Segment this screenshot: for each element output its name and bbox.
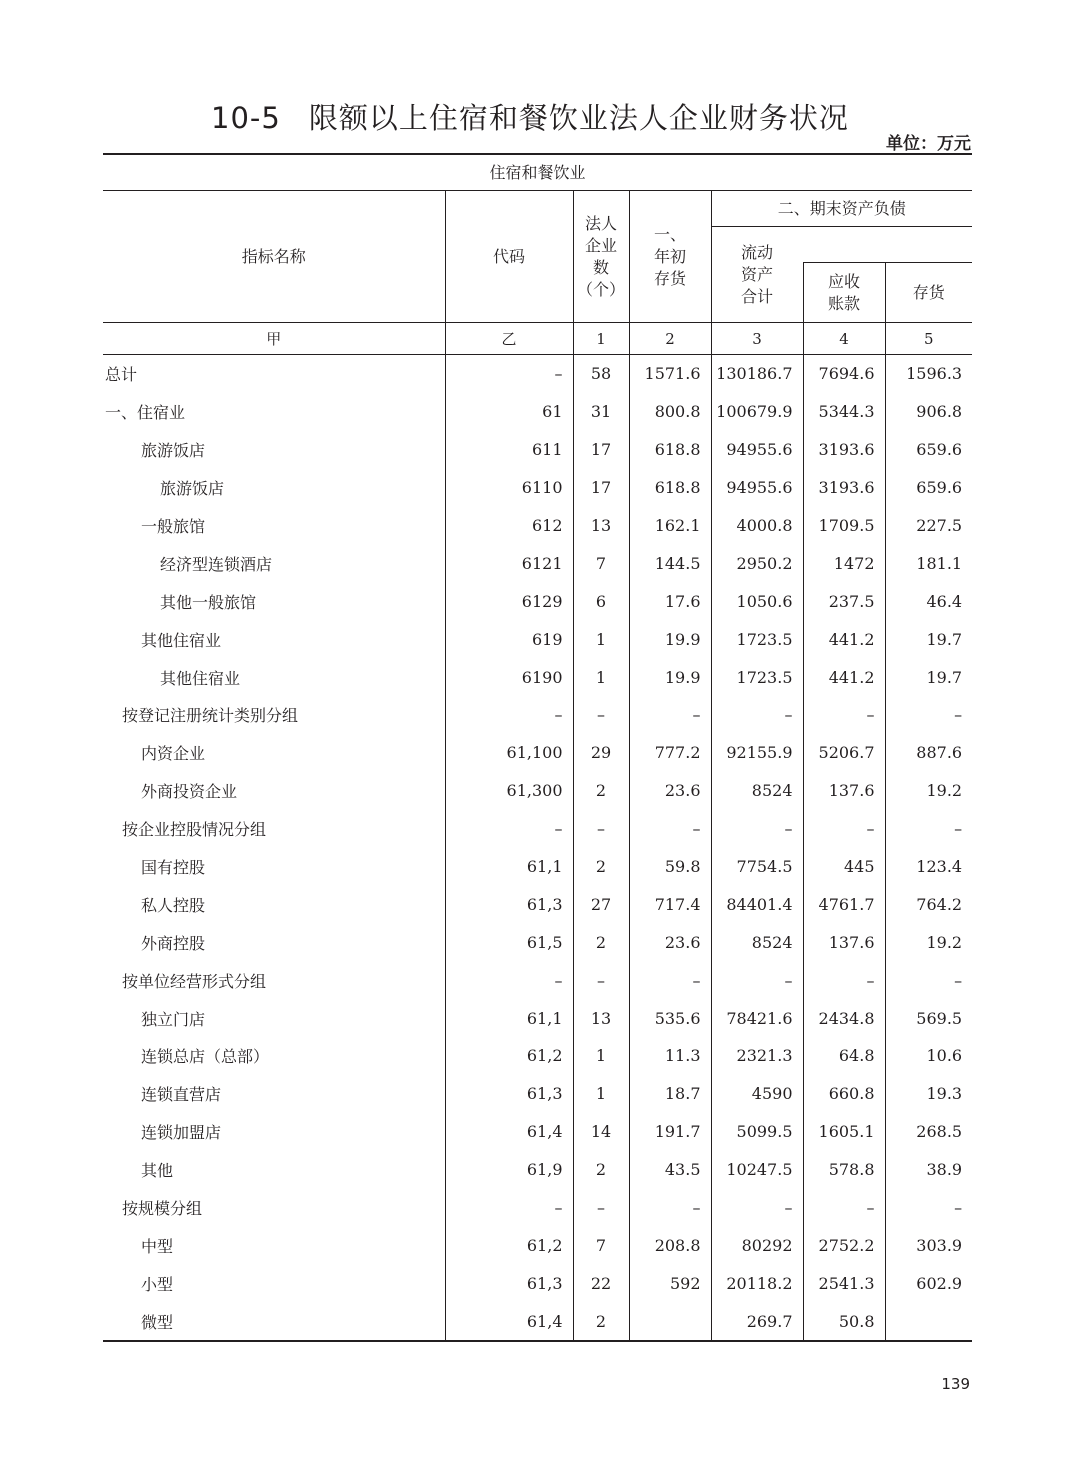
row-count: 7 [573, 544, 629, 582]
row-current-assets: 4590 [711, 1075, 803, 1113]
row-label: 旅游饭店 [141, 441, 206, 461]
row-code: – [445, 810, 573, 848]
row-receivables: 2752.2 [803, 1226, 885, 1264]
row-count: 2 [573, 923, 629, 961]
row-opening-inventory: 19.9 [629, 658, 711, 696]
row-code: – [445, 355, 573, 393]
row-count: 2 [573, 1151, 629, 1189]
row-label: 一、住宿业 [105, 403, 186, 423]
row-code: – [445, 961, 573, 999]
row-inventory: – [885, 696, 972, 734]
row-count: 7 [573, 1226, 629, 1264]
row-code: 61,3 [445, 1264, 573, 1302]
col-header-count-line: （个） [576, 279, 625, 299]
row-inventory: 19.2 [885, 772, 972, 810]
unit-label: 单位：万元 [886, 134, 971, 154]
row-inventory: 1596.3 [885, 355, 972, 393]
row-code: 61,1 [445, 848, 573, 886]
table-row [103, 810, 972, 848]
row-label: 小型 [141, 1274, 174, 1294]
row-inventory: 19.3 [885, 1075, 972, 1113]
col-header-opening-inventory [629, 191, 711, 323]
row-inventory: 19.2 [885, 923, 972, 961]
index-cell: 2 [629, 323, 711, 355]
table-row [103, 1264, 972, 1302]
row-count: 22 [573, 1264, 629, 1302]
row-inventory: 303.9 [885, 1226, 972, 1264]
row-inventory: 123.4 [885, 848, 972, 886]
row-opening-inventory: – [629, 961, 711, 999]
table-row [103, 544, 972, 582]
table-row [103, 885, 972, 923]
row-inventory: 659.6 [885, 469, 972, 507]
row-count: 27 [573, 885, 629, 923]
page-number: 139 [941, 1375, 970, 1393]
row-opening-inventory: 1571.6 [629, 355, 711, 393]
row-opening-inventory: 162.1 [629, 507, 711, 545]
group-header: 住宿和餐饮业 [103, 154, 972, 191]
table-row [103, 1302, 972, 1341]
row-code: 61,3 [445, 885, 573, 923]
row-inventory: 602.9 [885, 1264, 972, 1302]
row-code: 61,3 [445, 1075, 573, 1113]
row-label: 连锁加盟店 [141, 1123, 222, 1143]
row-current-assets: 5099.5 [711, 1113, 803, 1151]
row-inventory: 268.5 [885, 1113, 972, 1151]
col-header-receivables-line: 应收 [827, 271, 860, 291]
row-current-assets: – [711, 1189, 803, 1227]
row-opening-inventory: 191.7 [629, 1113, 711, 1151]
index-cell: 甲 [103, 323, 445, 355]
row-code: 6129 [445, 582, 573, 620]
row-inventory: – [885, 961, 972, 999]
row-current-assets: – [711, 810, 803, 848]
row-receivables: 578.8 [803, 1151, 885, 1189]
row-count: 1 [573, 1037, 629, 1075]
row-opening-inventory: 43.5 [629, 1151, 711, 1189]
row-label: 中型 [141, 1236, 174, 1256]
row-opening-inventory: 592 [629, 1264, 711, 1302]
row-code: 61,4 [445, 1113, 573, 1151]
table-row [103, 582, 972, 620]
row-opening-inventory: 777.2 [629, 734, 711, 772]
row-code: 61,5 [445, 923, 573, 961]
row-count: 58 [573, 355, 629, 393]
table-row [103, 772, 972, 810]
row-code: 619 [445, 620, 573, 658]
row-count: 14 [573, 1113, 629, 1151]
row-label: 其他住宿业 [141, 630, 222, 650]
row-current-assets: 78421.6 [711, 999, 803, 1037]
col-header-assets-line: 资产 [740, 264, 773, 284]
row-opening-inventory: – [629, 1189, 711, 1227]
row-code: 61,300 [445, 772, 573, 810]
row-opening-inventory: – [629, 696, 711, 734]
index-cell: 5 [885, 323, 972, 355]
table-row [103, 923, 972, 961]
col-header-count-line: 法人 [584, 213, 617, 233]
table-number: 10-5 [211, 101, 281, 135]
row-receivables: – [803, 961, 885, 999]
row-label: 连锁总店（总部） [141, 1047, 270, 1067]
col-header-count-line: 企业 [584, 235, 617, 255]
table-row [103, 696, 972, 734]
row-label: 外商投资企业 [141, 782, 238, 802]
row-opening-inventory: 800.8 [629, 393, 711, 431]
table-row [103, 620, 972, 658]
row-code: 612 [445, 507, 573, 545]
row-current-assets: 80292 [711, 1226, 803, 1264]
row-inventory: 569.5 [885, 999, 972, 1037]
header-spacer [803, 227, 972, 263]
row-opening-inventory: 18.7 [629, 1075, 711, 1113]
row-opening-inventory: 618.8 [629, 469, 711, 507]
row-label: 总计 [105, 365, 138, 385]
row-opening-inventory: 144.5 [629, 544, 711, 582]
row-current-assets: 8524 [711, 772, 803, 810]
page-title [211, 96, 849, 137]
row-inventory: 46.4 [885, 582, 972, 620]
row-receivables: 441.2 [803, 658, 885, 696]
row-code: 61,4 [445, 1302, 573, 1341]
row-count: 2 [573, 1302, 629, 1341]
row-current-assets: 8524 [711, 923, 803, 961]
col-header-opening-line: 年初 [653, 246, 686, 266]
col-header-code: 代码 [445, 191, 573, 323]
col-header-inventory: 存货 [885, 263, 972, 323]
row-count: – [573, 810, 629, 848]
row-count: 2 [573, 772, 629, 810]
row-inventory: 659.6 [885, 431, 972, 469]
row-code: – [445, 1189, 573, 1227]
row-label: 内资企业 [141, 744, 206, 764]
table-row [103, 848, 972, 886]
row-count: 17 [573, 469, 629, 507]
row-current-assets: 2321.3 [711, 1037, 803, 1075]
row-receivables: 237.5 [803, 582, 885, 620]
row-label: 旅游饭店 [160, 479, 225, 499]
row-label: 按规模分组 [122, 1199, 203, 1219]
row-inventory: 181.1 [885, 544, 972, 582]
row-count: – [573, 1189, 629, 1227]
row-count: 1 [573, 658, 629, 696]
row-current-assets: 7754.5 [711, 848, 803, 886]
row-count: 1 [573, 1075, 629, 1113]
row-current-assets: 2950.2 [711, 544, 803, 582]
row-receivables: 660.8 [803, 1075, 885, 1113]
row-label: 按登记注册统计类别分组 [122, 706, 299, 726]
row-receivables: 5344.3 [803, 393, 885, 431]
table-row [103, 1226, 972, 1264]
table-row [103, 961, 972, 999]
row-label: 一般旅馆 [141, 517, 206, 536]
table-row [103, 393, 972, 431]
row-label: 私人控股 [141, 895, 206, 915]
row-receivables: 137.6 [803, 923, 885, 961]
row-label: 连锁直营店 [141, 1085, 222, 1105]
table-row [103, 355, 972, 393]
row-receivables: – [803, 810, 885, 848]
row-current-assets: 1723.5 [711, 658, 803, 696]
row-current-assets: 92155.9 [711, 734, 803, 772]
row-opening-inventory: 618.8 [629, 431, 711, 469]
col-header-receivables [803, 263, 885, 323]
row-opening-inventory: 717.4 [629, 885, 711, 923]
row-count: 6 [573, 582, 629, 620]
row-opening-inventory: 17.6 [629, 582, 711, 620]
row-receivables: 441.2 [803, 620, 885, 658]
row-receivables: 1472 [803, 544, 885, 582]
row-receivables: 1605.1 [803, 1113, 885, 1151]
table-title-text: 限额以上住宿和餐饮业法人企业财务状况 [308, 101, 849, 135]
col-header-assets-line: 合计 [740, 286, 773, 306]
col-header-opening-line: 一、 [653, 224, 686, 244]
col-header-opening-line: 存货 [653, 268, 686, 288]
row-inventory: 227.5 [885, 507, 972, 545]
row-inventory [885, 1302, 972, 1341]
row-receivables: 50.8 [803, 1302, 885, 1341]
table-row [103, 1189, 972, 1227]
row-current-assets: 100679.9 [711, 393, 803, 431]
row-code: 611 [445, 431, 573, 469]
row-receivables: 2541.3 [803, 1264, 885, 1302]
row-receivables: 2434.8 [803, 999, 885, 1037]
row-label: 外商控股 [141, 933, 206, 953]
row-current-assets: 94955.6 [711, 469, 803, 507]
table-row [103, 1113, 972, 1151]
row-receivables: 137.6 [803, 772, 885, 810]
row-count: 1 [573, 620, 629, 658]
table-row [103, 734, 972, 772]
row-inventory: – [885, 1189, 972, 1227]
col-header-name: 指标名称 [241, 246, 306, 266]
row-current-assets: 4000.8 [711, 507, 803, 545]
col-header-current-assets [711, 227, 803, 323]
financial-table [103, 153, 972, 1342]
row-label: 经济型连锁酒店 [160, 554, 273, 574]
table-row [103, 1037, 972, 1075]
row-receivables: 445 [803, 848, 885, 886]
row-code: 61,2 [445, 1226, 573, 1264]
row-opening-inventory: – [629, 810, 711, 848]
row-opening-inventory: 535.6 [629, 999, 711, 1037]
row-label: 微型 [103, 1302, 445, 1341]
row-current-assets: 1050.6 [711, 582, 803, 620]
row-current-assets: – [711, 961, 803, 999]
row-count: 2 [573, 848, 629, 886]
row-receivables: 7694.6 [803, 355, 885, 393]
row-receivables: – [803, 1189, 885, 1227]
row-current-assets: 130186.7 [711, 355, 803, 393]
row-current-assets: 94955.6 [711, 431, 803, 469]
row-current-assets: 1723.5 [711, 620, 803, 658]
row-inventory: 906.8 [885, 393, 972, 431]
row-inventory: 10.6 [885, 1037, 972, 1075]
row-receivables: 3193.6 [803, 469, 885, 507]
row-inventory: 19.7 [885, 620, 972, 658]
row-label: 其他一般旅馆 [160, 592, 257, 612]
row-code: 61,1 [445, 999, 573, 1037]
row-opening-inventory: 59.8 [629, 848, 711, 886]
row-opening-inventory: 19.9 [629, 620, 711, 658]
row-code: 6190 [445, 658, 573, 696]
row-count: 29 [573, 734, 629, 772]
col-header-count [573, 191, 629, 323]
row-inventory: 887.6 [885, 734, 972, 772]
index-cell: 乙 [445, 323, 573, 355]
row-current-assets: 269.7 [711, 1302, 803, 1341]
row-current-assets: 20118.2 [711, 1264, 803, 1302]
row-count: – [573, 961, 629, 999]
row-code: 6121 [445, 544, 573, 582]
row-receivables: 5206.7 [803, 734, 885, 772]
table-row [103, 1075, 972, 1113]
row-receivables: – [803, 696, 885, 734]
row-receivables: 64.8 [803, 1037, 885, 1075]
row-inventory: 38.9 [885, 1151, 972, 1189]
col-header-group2: 二、期末资产负债 [711, 191, 972, 227]
row-inventory: 19.7 [885, 658, 972, 696]
row-current-assets: 10247.5 [711, 1151, 803, 1189]
row-code: 6110 [445, 469, 573, 507]
row-code: – [445, 696, 573, 734]
row-code: 61 [445, 393, 573, 431]
row-opening-inventory: 23.6 [629, 923, 711, 961]
row-label: 其他住宿业 [160, 668, 241, 688]
row-receivables: 1709.5 [803, 507, 885, 545]
row-opening-inventory [629, 1302, 711, 1341]
row-current-assets: – [711, 696, 803, 734]
row-receivables: 3193.6 [803, 431, 885, 469]
col-header-receivables-line: 账款 [827, 293, 860, 313]
row-label: 独立门店 [141, 1009, 206, 1029]
col-header-count-line: 数 [592, 257, 609, 277]
row-inventory: – [885, 810, 972, 848]
index-cell: 4 [803, 323, 885, 355]
row-code: 61,2 [445, 1037, 573, 1075]
row-receivables: 4761.7 [803, 885, 885, 923]
row-opening-inventory: 23.6 [629, 772, 711, 810]
row-count: 31 [573, 393, 629, 431]
table-row [103, 431, 972, 469]
table-row [103, 469, 972, 507]
row-count: 13 [573, 507, 629, 545]
row-opening-inventory: 208.8 [629, 1226, 711, 1264]
row-code: 61,100 [445, 734, 573, 772]
index-cell: 3 [711, 323, 803, 355]
table-row [103, 658, 972, 696]
table-row [103, 507, 972, 545]
row-current-assets: 84401.4 [711, 885, 803, 923]
table-body [103, 355, 972, 1342]
row-opening-inventory: 11.3 [629, 1037, 711, 1075]
index-cell: 1 [573, 323, 629, 355]
table-row [103, 1151, 972, 1189]
row-inventory: 764.2 [885, 885, 972, 923]
table-row [103, 999, 972, 1037]
col-header-assets-line: 流动 [740, 242, 773, 262]
row-count: 17 [573, 431, 629, 469]
row-count: – [573, 696, 629, 734]
row-label: 其他 [141, 1161, 174, 1181]
row-code: 61,9 [445, 1151, 573, 1189]
row-count: 13 [573, 999, 629, 1037]
row-label: 按企业控股情况分组 [122, 820, 267, 840]
row-label: 按单位经营形式分组 [122, 971, 267, 991]
row-label: 国有控股 [141, 858, 206, 878]
